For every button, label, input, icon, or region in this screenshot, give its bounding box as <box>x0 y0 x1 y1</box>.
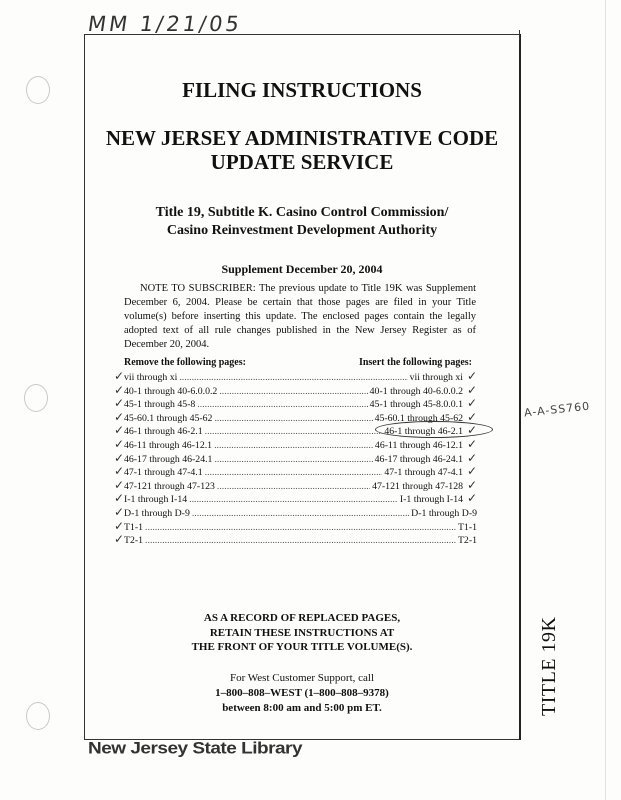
page-title: FILING INSTRUCTIONS <box>182 78 422 102</box>
title-subtitle <box>84 204 520 240</box>
check-mark-icon: ✓ <box>114 532 125 547</box>
supplement-date: Supplement December 20, 2004 <box>221 262 383 276</box>
insert-column-header: Insert the following pages: <box>358 357 472 368</box>
dot-leader <box>214 439 373 453</box>
insert-pages: 47-121 through 47-128 <box>372 480 463 492</box>
check-mark-icon: ✓ <box>114 382 125 397</box>
support-hours: between 8:00 am and 5:00 pm ET. <box>222 702 382 714</box>
insert-pages: I-1 through I-14 <box>399 494 463 506</box>
table-row <box>114 533 477 547</box>
remove-pages: 47-121 through 47-123 <box>124 480 215 492</box>
dot-leader <box>145 521 456 535</box>
record-line2: RETAIN THESE INSTRUCTIONS AT <box>209 626 395 639</box>
dot-leader <box>179 371 407 385</box>
dot-leader <box>189 493 398 507</box>
table-row <box>114 438 477 452</box>
remove-pages: 46-17 through 46-24.1 <box>124 453 213 465</box>
dot-leader <box>145 534 456 548</box>
table-row <box>114 492 477 506</box>
insert-pages: 45-60.1 through 45-62 <box>374 412 463 424</box>
dot-leader <box>205 425 383 439</box>
check-mark-icon: ✓ <box>466 436 477 451</box>
insert-pages: T2-1 <box>457 535 477 547</box>
remove-pages: T2-1 <box>124 535 144 547</box>
code-title-line1: NEW JERSEY ADMINISTRATIVE CODE <box>105 126 499 150</box>
insert-pages: 40-1 through 40-6.0.0.2 <box>369 385 463 397</box>
subscriber-note: NOTE TO SUBSCRIBER: The previous update to Title 19K was Supplement December 6, 2004. Please be certain that those pages are filed in your Title volume(s) before inserting this update. The enclosed pages contain the legally adopted text of all rule changes published in the New Jersey Register as of December 20, 2004. <box>124 283 476 350</box>
frame-top <box>84 34 520 35</box>
check-mark-icon: ✓ <box>114 423 125 438</box>
handwritten-circle <box>375 421 493 438</box>
check-mark-icon: ✓ <box>466 477 477 492</box>
check-mark-icon: ✓ <box>466 409 477 424</box>
insert-pages: 46-11 through 46-12.1 <box>374 439 463 451</box>
remove-pages: 40-1 through 40-6.0.0.2 <box>124 385 218 397</box>
punch-hole <box>26 76 50 104</box>
remove-pages: D-1 through D-9 <box>124 507 190 519</box>
punch-hole <box>24 384 48 412</box>
page-edge <box>605 0 606 800</box>
check-mark-icon: ✓ <box>114 491 125 506</box>
subtitle-line1: Title 19, Subtitle K. Casino Control Commission/ <box>155 205 449 220</box>
table-row <box>114 506 477 520</box>
dot-leader <box>205 466 383 480</box>
check-mark-icon: ✓ <box>114 450 125 465</box>
record-instructions <box>84 611 520 655</box>
table-row <box>114 452 477 466</box>
support-phone: 1–800–808–WEST (1–800–808–9378) <box>215 687 389 699</box>
customer-support <box>84 671 520 716</box>
insert-pages: 45-1 through 45-8.0.0.1 <box>369 399 463 411</box>
check-mark-icon: ✓ <box>466 396 477 411</box>
remove-pages: I-1 through I-14 <box>124 494 188 506</box>
record-line3: THE FRONT OF YOUR TITLE VOLUME(S). <box>191 641 413 653</box>
remove-pages: 47-1 through 47-4.1 <box>124 467 203 479</box>
table-row <box>114 384 477 398</box>
remove-pages: 45-1 through 45-8 <box>124 399 196 411</box>
dot-leader <box>217 480 370 494</box>
remove-pages: 45-60.1 through 45-62 <box>124 412 213 424</box>
page-list <box>114 370 477 547</box>
table-row <box>114 397 477 411</box>
insert-pages: 47-1 through 47-4.1 <box>384 467 463 479</box>
check-mark-icon: ✓ <box>466 369 477 383</box>
check-mark-icon: ✓ <box>466 464 477 479</box>
spine-label: TITLE 19K <box>538 616 560 716</box>
table-row <box>114 465 477 479</box>
code-title-line2: UPDATE SERVICE <box>210 150 394 174</box>
insert-pages: 46-17 through 46-24.1 <box>374 453 463 465</box>
check-mark-icon: ✓ <box>114 436 125 451</box>
handwritten-date: MM 1/21/05 <box>86 12 244 36</box>
dot-leader <box>192 507 409 521</box>
check-mark-icon: ✓ <box>114 369 125 383</box>
remove-pages: T1-1 <box>124 521 144 533</box>
check-mark-icon: ✓ <box>466 382 477 397</box>
remove-pages: vii through xi <box>124 372 178 383</box>
check-mark-icon: ✓ <box>114 464 125 479</box>
check-mark-icon: ✓ <box>114 518 125 533</box>
insert-pages: vii through xi <box>409 372 463 383</box>
support-line1: For West Customer Support, call <box>229 672 375 684</box>
check-mark-icon: ✓ <box>466 491 477 506</box>
frame-tick <box>519 30 520 40</box>
check-mark-icon: ✓ <box>114 396 125 411</box>
dot-leader <box>214 453 372 467</box>
punch-hole <box>26 702 50 730</box>
dot-leader <box>214 412 372 426</box>
dot-leader <box>219 385 367 399</box>
remove-column-header: Remove the following pages: <box>124 357 246 368</box>
insert-pages: 46-1 through 46-2.1 <box>384 426 463 438</box>
check-mark-icon: ✓ <box>114 409 125 424</box>
check-mark-icon: ✓ <box>114 477 125 492</box>
library-stamp: New Jersey State Library <box>88 740 303 758</box>
handwritten-note: A-A-SS760 <box>523 399 591 420</box>
insert-pages: T1-1 <box>457 521 477 533</box>
table-row <box>114 370 477 384</box>
remove-pages: 46-1 through 46-2.1 <box>124 426 203 438</box>
check-mark-icon: ✓ <box>114 504 125 519</box>
code-title <box>84 126 520 174</box>
insert-pages: D-1 through D-9 <box>411 507 477 519</box>
remove-pages: 46-11 through 46-12.1 <box>124 439 213 451</box>
check-mark-icon: ✓ <box>466 423 477 438</box>
table-row <box>114 479 477 493</box>
dot-leader <box>197 398 367 412</box>
record-line1: AS A RECORD OF REPLACED PAGES, <box>203 612 401 624</box>
subtitle-line2: Casino Reinvestment Development Authority <box>166 223 438 238</box>
check-mark-icon: ✓ <box>466 450 477 465</box>
table-row <box>114 520 477 534</box>
